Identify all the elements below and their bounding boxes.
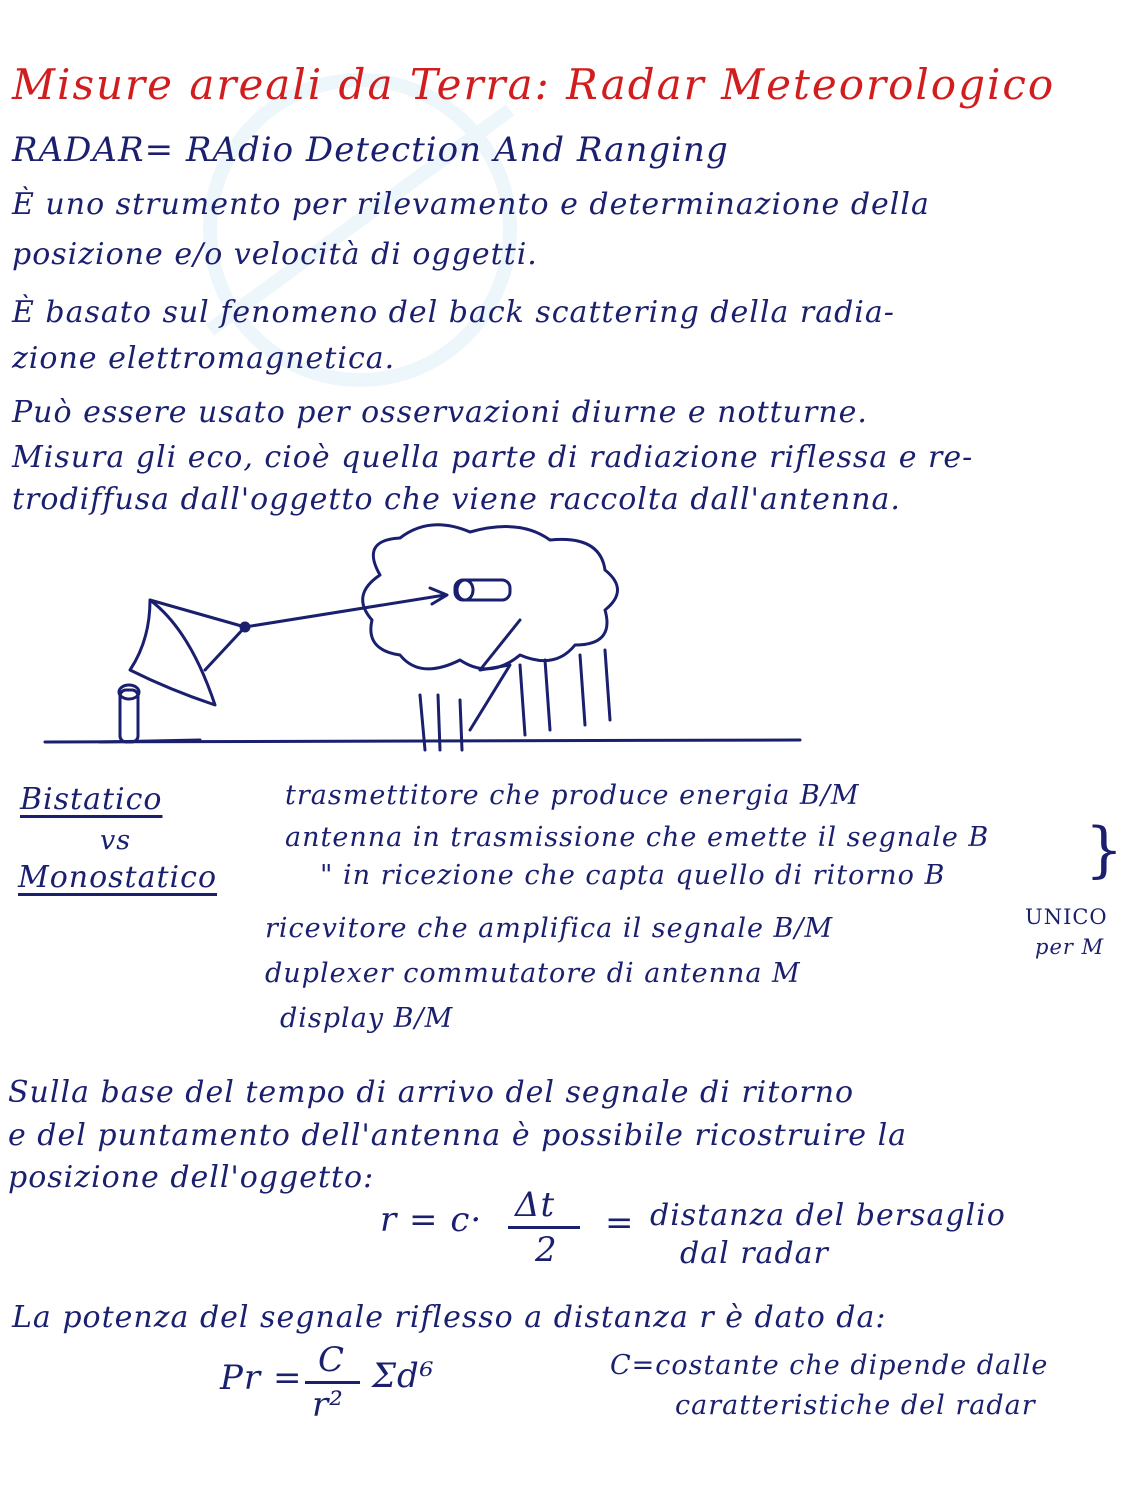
- intro-line-2: posizione e/o velocità di oggetti.: [12, 237, 538, 272]
- intro-line-5: Può essere usato per osservazioni diurne e notturne.: [12, 395, 868, 430]
- radar-definition: RADAR= RAdio Detection And Ranging: [12, 130, 729, 170]
- power-intro: La potenza del segnale riflesso a distanza r è dato da:: [12, 1300, 887, 1335]
- formula-r-numerator: Δt: [515, 1185, 556, 1225]
- formula-r-denominator: 2: [535, 1230, 558, 1270]
- distance-line-1: Sulla base del tempo di arrivo del segnale di ritorno: [8, 1075, 855, 1110]
- intro-line-4: zione elettromagnetica.: [12, 341, 396, 376]
- target-end: [457, 580, 473, 600]
- dish-base: [100, 740, 200, 742]
- formula-r-lhs: r = c·: [380, 1200, 483, 1240]
- rain-cloud: [363, 525, 618, 669]
- monostatico-label: Monostatico: [18, 860, 218, 895]
- formula-r-equals: =: [605, 1203, 635, 1243]
- formula-p-desc-1: C=costante che dipende dalle: [610, 1350, 1049, 1381]
- formula-p-fraction-bar: [305, 1381, 360, 1384]
- formula-r-desc-1: distanza del bersaglio: [650, 1198, 1006, 1233]
- radar-sketch: [0, 520, 1148, 760]
- intro-line-3: È basato sul fenomeno del back scattering della radia-: [12, 295, 895, 330]
- rain-drop: [520, 665, 525, 735]
- intro-line-1: È uno strumento per rilevamento e determinazione della: [12, 187, 930, 222]
- formula-p-denominator: r²: [312, 1385, 344, 1425]
- rain-drop: [580, 655, 585, 725]
- formula-p-lhs: Pr =: [220, 1358, 303, 1398]
- formula-r-fraction-bar: [508, 1226, 580, 1229]
- dish-feed-arm-2: [205, 627, 245, 670]
- per-m-label: per M: [1035, 935, 1105, 959]
- distance-line-3: posizione dell'oggetto:: [8, 1160, 375, 1195]
- component-antenna-rx: " in ricezione che capta quello di ritorno B: [320, 860, 946, 891]
- formula-p-numerator: C: [318, 1340, 346, 1380]
- vs-label: vs: [100, 825, 132, 856]
- lightning-bolt: [470, 620, 520, 730]
- rain-drop: [545, 660, 550, 730]
- component-trasmettitore: trasmettitore che produce energia B/M: [285, 780, 860, 811]
- component-duplexer: duplexer commutatore di antenna M: [265, 958, 801, 989]
- formula-p-sum: Σd⁶: [372, 1356, 435, 1396]
- bistatico-label: Bistatico: [20, 782, 163, 817]
- formula-r-desc-2: dal radar: [680, 1236, 829, 1271]
- component-antenna-tx: antenna in trasmissione che emette il segnale B: [285, 822, 990, 853]
- formula-p-desc-2: caratteristiche del radar: [675, 1390, 1036, 1421]
- target: [455, 580, 510, 600]
- rain-drop: [460, 700, 462, 750]
- intro-line-7: trodiffusa dall'oggetto che viene raccolta dall'antenna.: [12, 482, 901, 517]
- page-title: Misure areali da Terra: Radar Meteorologico: [12, 60, 1056, 109]
- rain-drop: [438, 695, 440, 750]
- component-display: display B/M: [280, 1003, 454, 1034]
- rain-drop: [605, 650, 610, 720]
- brace-icon: }: [1085, 815, 1124, 885]
- intro-line-6: Misura gli eco, cioè quella parte di radiazione riflessa e re-: [12, 440, 974, 475]
- unico-label: UNICO: [1025, 905, 1108, 929]
- radar-beam: [245, 595, 445, 627]
- distance-line-2: e del puntamento dell'antenna è possibile ricostruire la: [8, 1118, 908, 1153]
- component-ricevitore: ricevitore che amplifica il segnale B/M: [265, 913, 834, 944]
